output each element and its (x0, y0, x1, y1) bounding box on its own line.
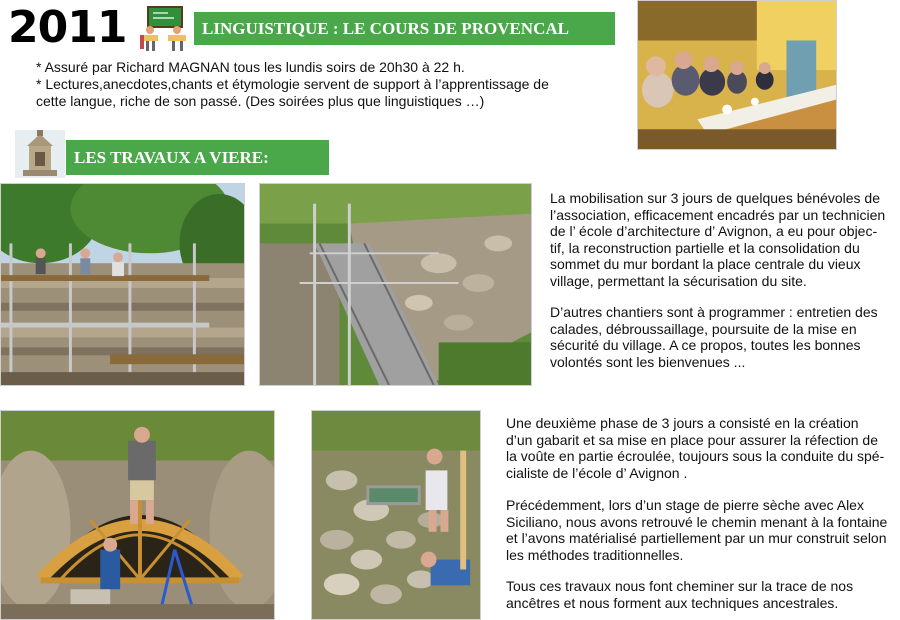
text-line: et l’avons matérialisé partiellement par un mur construit selon (506, 530, 887, 546)
text-line: ancêtres et nous forment aux techniques ancestrales. (506, 594, 839, 611)
photo-dry-stone-wall (311, 410, 481, 620)
text-line: les méthodes traditionnelles. (506, 546, 684, 563)
text-line: Tous ces travaux nous font cheminer sur la trace de nos (506, 578, 854, 594)
works-paragraph-1 (550, 190, 895, 289)
text-line: l’association, efficacement encadrés par un technicien (550, 206, 886, 223)
text-line: volontés sont les bienvenues ... (550, 353, 746, 370)
monument-icon (15, 130, 65, 178)
works-paragraph-2 (550, 304, 895, 370)
text-line: sommet du mur bordant la place centrale du vieux (550, 256, 861, 272)
photo-vault-formwork (0, 410, 275, 620)
classroom-icon (138, 5, 192, 53)
photo-scaffolding-walkway (259, 183, 532, 386)
text-line: D’autres chantiers sont à programmer : entretien des (550, 304, 878, 320)
text-line: sécurité du village. A ce propos, toutes les bonnes (550, 337, 861, 353)
linguistics-bullet-1: * Assuré par Richard MAGNAN tous les lundis soirs de 20h30 à 22 h. (36, 59, 465, 75)
text-line: de l’ école d’architecture d’ Avignon, a eu pour objec- (550, 223, 878, 239)
text-line: Une deuxième phase de 3 jours a consisté en la création (506, 415, 859, 431)
text-line: la voûte en partie écroulée, toujours sous la conduite du spé- (506, 448, 885, 464)
works-paragraph-3 (506, 415, 896, 481)
photo-class-dinner (637, 0, 837, 150)
text-line: tif, la reconstruction partielle et la consolidation du (550, 239, 860, 256)
works-banner: LES TRAVAUX A VIERE: (66, 140, 329, 175)
text-line: Siciliano, nous avons retrouvé le chemin menant à la fontaine (506, 513, 888, 530)
text-line: La mobilisation sur 3 jours de quelques bénévoles de (550, 190, 880, 206)
works-paragraph-5 (506, 578, 896, 611)
text-line: calades, débroussaillage, poursuite de la mise en (550, 320, 857, 337)
linguistics-bullet-2-cont: cette langue, riche de son passé. (Des soirées plus que linguistiques …) (36, 93, 485, 109)
text-line: village, permettant la sécurisation du site. (550, 272, 807, 289)
linguistics-banner: LINGUISTIQUE : LE COURS DE PROVENCAL (194, 12, 615, 45)
text-line: Précédemment, lors d’un stage de pierre sèche avec Alex (506, 497, 864, 513)
text-line: cialiste de l’école d’ Avignon . (506, 464, 688, 481)
works-paragraph-4 (506, 497, 896, 563)
text-line: d’un gabarit et sa mise en place pour assurer la réfection de (506, 431, 878, 448)
linguistics-bullet-2: * Lectures,anecdotes,chants et étymologie servent de support à l’apprentissage de (36, 76, 549, 92)
year-heading: 2011 (8, 2, 127, 53)
photo-scaffolding-wall (0, 183, 245, 386)
